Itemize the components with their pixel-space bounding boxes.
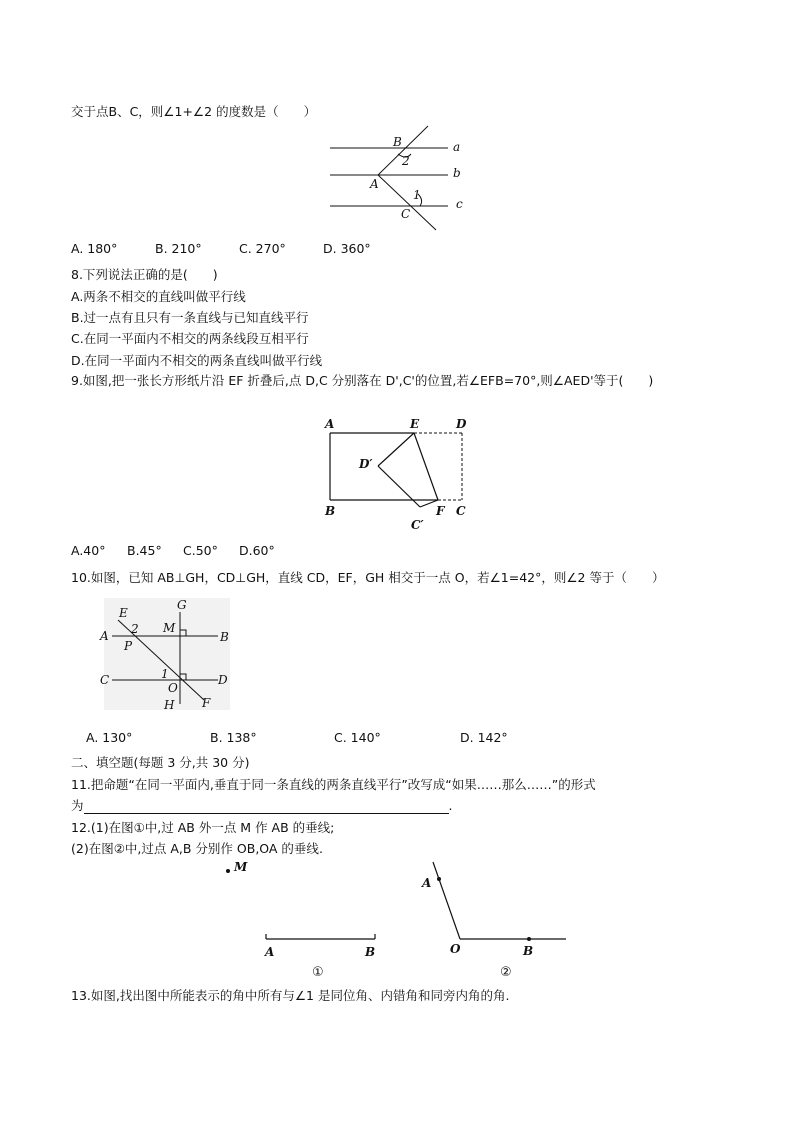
q9-label-A: A [325,417,335,431]
q8-stem: 8.下列说法正确的是( ) [71,267,218,282]
q7-option-b: B. 210° [155,241,202,256]
q7-label-A: A [370,177,379,191]
q7-label-2: 2 [402,154,410,168]
q10-label-M: M [163,621,176,635]
q9-option-c: C.50° [183,543,218,558]
q7-option-c: C. 270° [239,241,286,256]
q10-label-B: B [220,630,229,644]
q9-option-b: B.45° [127,543,162,558]
q12-label-O: O [450,942,461,956]
q9-label-F: F [436,504,445,518]
q10-label-2: 2 [131,622,139,636]
q10-label-E: E [119,606,128,620]
q10-stem: 10.如图，已知 AB⊥GH，CD⊥GH，直线 CD，EF，GH 相交于一点 O，若∠1=42°，则∠2 等于（ ） [71,570,665,585]
q7-label-B: B [393,135,402,149]
q10-label-G: G [177,598,187,612]
q7-label-C: C [401,207,411,221]
q11-stem: 11.把命题“在同一平面内,垂直于同一条直线的两条直线平行”改写成“如果……那么……”的形式 [71,777,596,792]
q11-prefix: 为 [71,798,84,813]
q7-label-a: a [453,140,461,154]
q10-label-D: D [218,673,228,687]
q9-label-E: E [410,417,420,431]
q9-label-D: D [456,417,467,431]
q10-label-P: P [124,639,133,653]
q7-option-d: D. 360° [323,241,371,256]
q9-label-B: B [325,504,336,518]
q9-label-Dp: D′ [359,457,373,471]
q7-label-b: b [453,166,461,180]
q9-option-d: D.60° [239,543,275,558]
q9-label-C: C [456,504,466,518]
q7-label-c: c [456,197,463,211]
q12-label-B2: B [523,944,534,958]
q10-option-a: A. 130° [86,730,133,745]
q10-label-O: O [168,681,178,695]
q7-option-a: A. 180° [71,241,118,256]
q10-label-A: A [100,629,109,643]
q11-suffix: . [448,798,453,813]
q12-label-A1: A [265,945,275,959]
q12-caption-1: ① [312,965,324,980]
q10-option-b: B. 138° [210,730,257,745]
q8-option-b: B.过一点有且只有一条直线与已知直线平行 [71,310,309,325]
q8-option-a: A.两条不相交的直线叫做平行线 [71,289,246,304]
q9-stem: 9.如图,把一张长方形纸片沿 EF 折叠后,点 D,C 分别落在 D',C'的位置,若∠EFB=70°,则∠AED'等于( ) [71,373,654,388]
q12-label-A2: A [422,876,432,890]
q8-option-d: D.在同一平面内不相交的两条直线叫做平行线 [71,353,323,368]
q8-option-c: C.在同一平面内不相交的两条线段互相平行 [71,331,309,346]
q12-label-M: M [234,860,248,874]
q9-option-a: A.40° [71,543,106,558]
q10-label-1: 1 [161,667,169,681]
q10-option-d: D. 142° [460,730,508,745]
q10-label-F: F [202,696,211,710]
q12-caption-2: ② [500,965,512,980]
q7-stem: 交于点B、C，则∠1+∠2 的度数是（ ） [71,104,317,119]
q7-label-1: 1 [413,188,421,202]
section-2-heading: 二、填空题(每题 3 分,共 30 分) [71,755,250,770]
q10-label-C: C [100,673,110,687]
q10-label-H: H [164,698,175,712]
q12-label-B1: B [365,945,376,959]
q13-stem: 13.如图,找出图中所能表示的角中所有与∠1 是同位角、内错角和同旁内角的角. [71,988,510,1003]
q12-part-1: 12.(1)在图①中,过 AB 外一点 M 作 AB 的垂线; [71,820,335,835]
q10-option-c: C. 140° [334,730,381,745]
q9-label-Cp: C′ [411,518,424,532]
q12-part-2: (2)在图②中,过点 A,B 分别作 OB,OA 的垂线. [71,841,323,856]
